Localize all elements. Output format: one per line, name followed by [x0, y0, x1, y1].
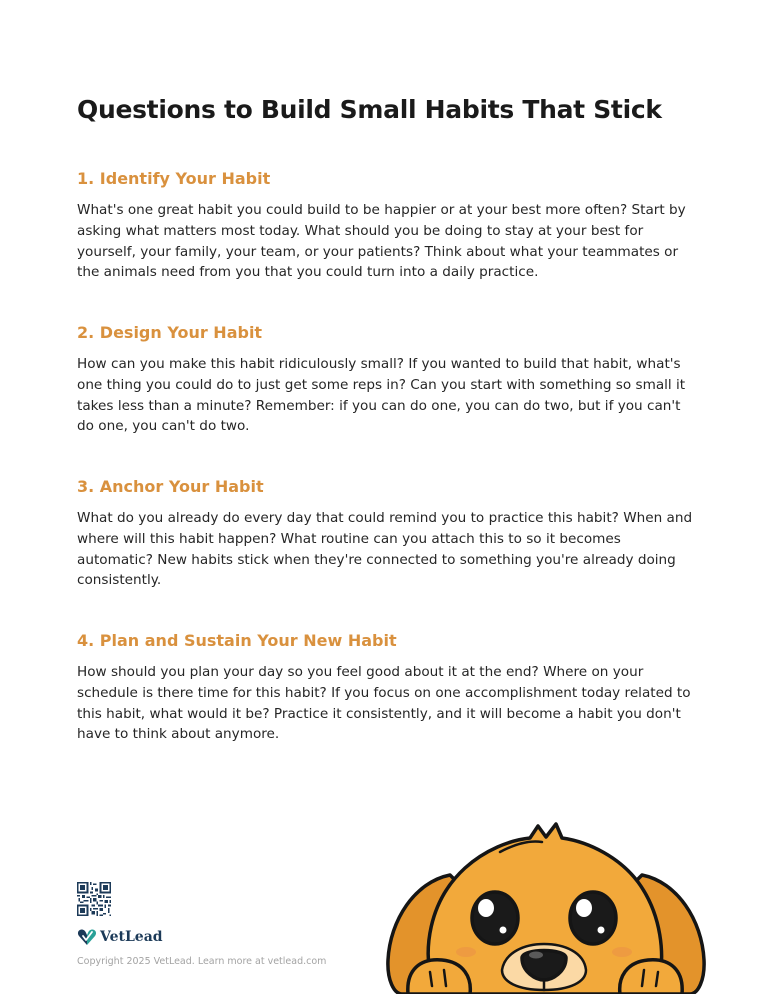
vetlead-logo[interactable] — [77, 927, 163, 947]
brand-name: VetLead — [100, 929, 163, 945]
puppy-illustration — [380, 820, 710, 994]
section-anchor-habit — [77, 475, 699, 591]
section-heading: 3. Anchor Your Habit — [77, 477, 264, 496]
section-body: What's one great habit you could build to be happier or at your best more often? Start by asking what matters most today. What should you be doing to stay at your best for yourself, your family, your team, or your patients? Think about what your teammates or the animals need from you that you could turn into a daily practice. — [77, 202, 686, 281]
section-heading: 4. Plan and Sustain Your New Habit — [77, 631, 397, 650]
section-design-habit — [77, 321, 699, 437]
section-body: How should you plan your day so you feel good about it at the end? Where on your schedule is there time for this habit? If you focus on one accomplishment today related to this habit, what would it be? Practice it consistently, and it will become a habit you don't have to think about anymore. — [77, 664, 691, 743]
vetlead-heart-icon — [77, 927, 97, 947]
copyright-text: Copyright 2025 VetLead. Learn more at vetlead.com — [77, 956, 327, 967]
section-heading: 1. Identify Your Habit — [77, 169, 271, 188]
section-heading: 2. Design Your Habit — [77, 323, 263, 342]
section-identify-habit — [77, 167, 699, 283]
page-title: Questions to Build Small Habits That Stick — [77, 95, 662, 124]
section-plan-sustain-habit — [77, 629, 699, 745]
section-body: What do you already do every day that could remind you to practice this habit? When and where will this habit happen? What routine can you attach this to so it becomes automatic? New habits stick when they're connected to something you're already doing consistently. — [77, 510, 693, 589]
qr-code-icon[interactable] — [77, 882, 111, 916]
section-body: How can you make this habit ridiculously small? If you wanted to build that habit, what's one thing you could do to just get some reps in? Can you start with something so small it takes less than a minute? Remember: if you can do one, you can do two, but if you can't do one, you can't do two. — [77, 356, 686, 435]
